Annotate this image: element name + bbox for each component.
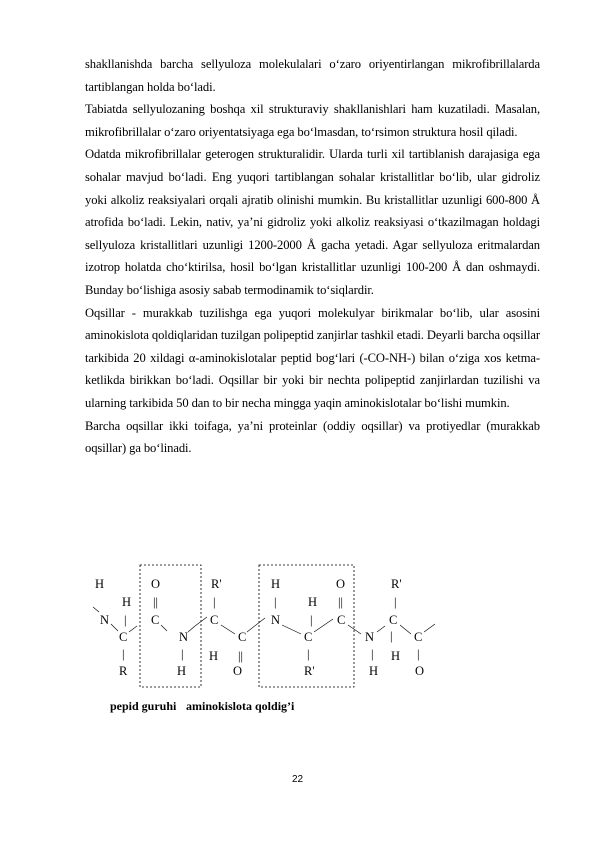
bond: | (213, 595, 216, 609)
peptide-group-box (140, 565, 201, 687)
chain-bonds (93, 607, 435, 634)
atom-label: O (233, 664, 243, 678)
bond: | (307, 647, 310, 661)
page-number: 22 (291, 774, 304, 785)
atom-label: R' (391, 577, 402, 591)
atom-label: C (304, 630, 313, 644)
atom-label: C (414, 630, 423, 644)
paragraph: Odatda mikrofibrillalar geterogen strukturalidir. Ularda turli xil tartiblanish darajasiga ega sohalar mavjud bo‘ladi. Eng yuqori tartiblangan sohalar kristallitlar bo‘lib, ular gidroliz yoki alkoliz reaksiyalari orqali ajratib olinishi mumkin. Bu kristallitlar uzunligi 600-800 Å atrofida bo‘ladi. Lekin, nativ, ya’ni gidroliz yoki alkoliz reaksiyasi o‘tkazilmagan holdagi sellyuloza kristallitlari uzunligi 1200-2000 Å gacha yetadi. Agar sellyuloza eritmalardan izotrop holatda cho‘ktirilsa, hosil bo‘lgan kristallitlar uzunligi 100-200 Å dan oshmaydi. Bunday bo‘lishiga asosiy sabab termodinamik to‘siqlardir. (85, 147, 540, 297)
bond: | (181, 647, 184, 661)
atom-label: C (151, 613, 160, 627)
peptide-chain-formula (85, 562, 445, 692)
atom-label: H (271, 577, 281, 591)
body-text (85, 53, 540, 460)
bond: || (153, 595, 159, 609)
atom-label: O (415, 664, 425, 678)
bond: | (371, 647, 374, 661)
atom-label: C (389, 613, 398, 627)
atom-label: R (119, 664, 128, 678)
atom-label: H (369, 664, 379, 678)
paragraph: Barcha oqsillar ikki toifaga, ya’ni proteinlar (oddiy oqsillar) va protiyedlar (murakkab oqsillar) ga bo‘linadi. (85, 418, 540, 456)
atom-label: H (209, 649, 219, 663)
atom-label: H (122, 595, 132, 609)
atom-label: H (391, 649, 401, 663)
bond: | (394, 595, 397, 609)
caption-peptide-group: pepid guruhi (110, 699, 177, 713)
bond: | (274, 595, 277, 609)
atom-label: C (337, 613, 346, 627)
atom-label: N (100, 613, 110, 627)
atom-label: O (336, 577, 346, 591)
bond: | (417, 647, 420, 661)
caption-amino-acid-residue: aminokislota qoldig’i (186, 699, 295, 713)
bond: | (124, 613, 127, 627)
atom-label: H (308, 595, 318, 609)
atom-label: N (179, 630, 189, 644)
atom-label: C (119, 630, 128, 644)
atom-label: H (95, 577, 105, 591)
atom-label: O (151, 577, 161, 591)
bond: | (390, 629, 393, 643)
bond: || (238, 649, 244, 663)
bond: | (122, 647, 125, 661)
atom-label: R' (304, 664, 315, 678)
atom-label: R' (211, 577, 222, 591)
atom-label: N (365, 630, 375, 644)
bond: || (338, 595, 344, 609)
bond: | (310, 613, 313, 627)
atom-label: C (210, 613, 219, 627)
paragraph: shakllanishda barcha sellyuloza molekulalari o‘zaro oriyentirlangan mikrofibrillalarda tartiblangan holda bo‘ladi. (85, 57, 540, 94)
atom-label: N (271, 613, 281, 627)
paragraph: Tabiatda sellyulozaning boshqa xil strukturaviy shakllanishlari ham kuzatiladi. Masalan, mikrofibrillalar o‘zaro oriyentatsiyaga ega bo‘lmasdan, to‘rsimon struktura hosil qiladi. (85, 102, 540, 139)
atom-label: H (177, 664, 187, 678)
paragraph: Oqsillar - murakkab tuzilishga ega yuqori molekulyar birikmalar bo‘lib, ular asosini aminokislota qoldiqlaridan tuzilgan polipeptid zanjirlar tashkil etadi. Deyarli barcha oqsillar tarkibida 20 xildagi α-aminokislotalar peptid bog‘lari (-CO-NH-) bilan o‘ziga xos ketma-ketlikda birikkan bo‘ladi. Oqsillar bir yoki bir nechta polipeptid zanjirlardan tuzilishi va ularning tarkibida 50 dan to bir necha mingga yaqin aminokislotalar bo‘lishi mumkin. (85, 305, 540, 410)
atom-label: C (238, 630, 247, 644)
